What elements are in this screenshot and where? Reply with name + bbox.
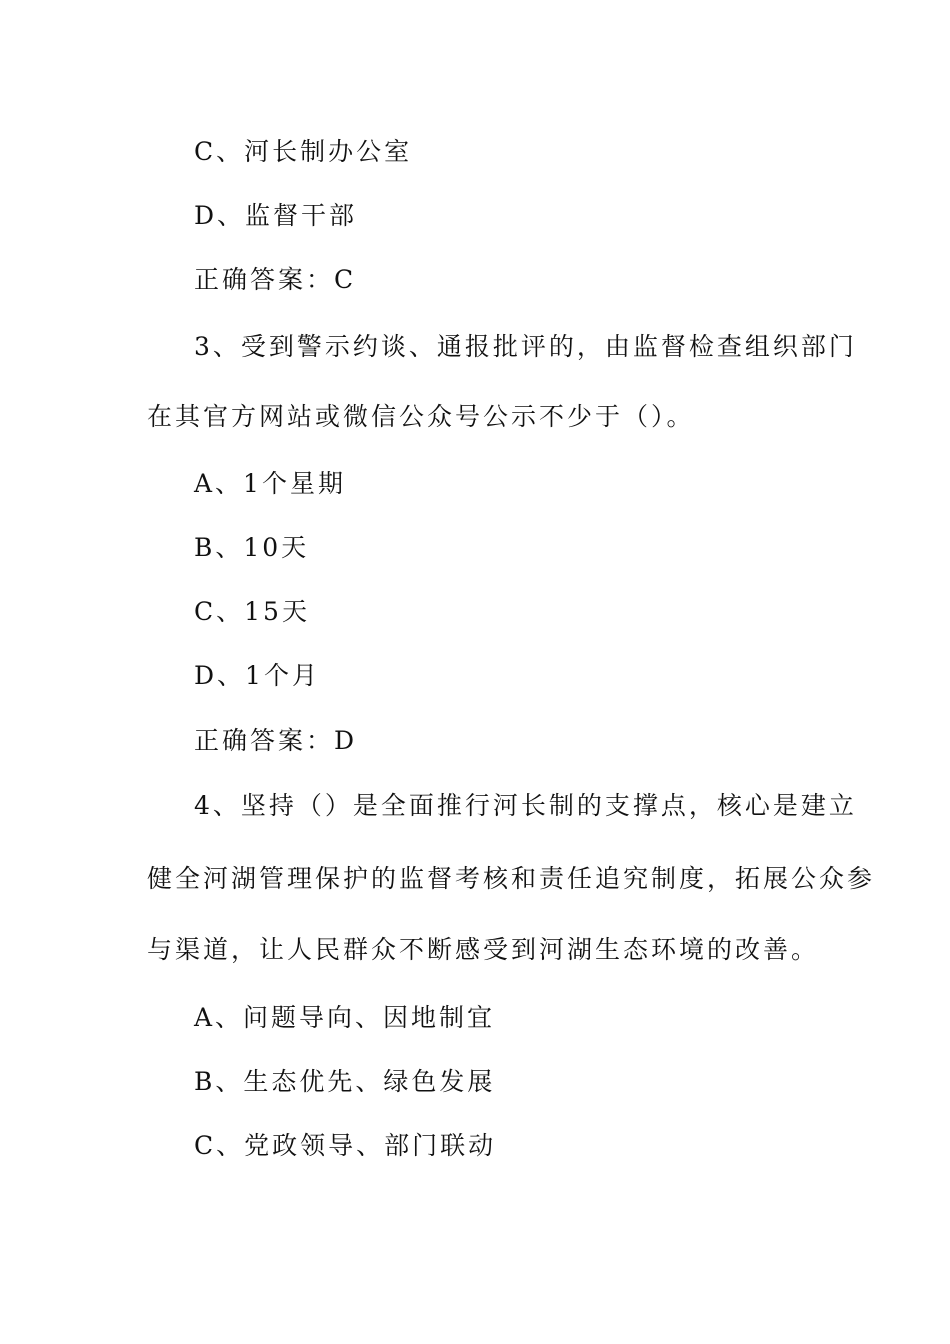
q4-stem-line-1: 4、坚持（）是全面推行河长制的支撑点，核心是建立: [194, 791, 857, 820]
q3-answer: 正确答案：D: [194, 726, 358, 755]
q3-option-c: C、15天: [194, 597, 310, 626]
q4-stem-line-3: 与渠道，让人民群众不断感受到河湖生态环境的改善。: [147, 935, 820, 964]
q3-option-d: D、1个月: [194, 661, 320, 690]
q3-option-a: A、1个星期: [194, 469, 346, 498]
q4-option-c: C、党政领导、部门联动: [194, 1131, 497, 1160]
q2-answer: 正确答案：C: [194, 265, 357, 294]
q3-option-b: B、10天: [194, 533, 310, 562]
q2-option-c: C、河长制办公室: [194, 137, 413, 166]
q4-option-a: A、问题导向、因地制宜: [194, 1003, 496, 1032]
q4-stem-line-2: 健全河湖管理保护的监督考核和责任追究制度，拓展公众参: [147, 864, 876, 893]
q3-stem-line-1: 3、受到警示约谈、通报批评的，由监督检查组织部门: [194, 332, 857, 361]
q2-option-d: D、监督干部: [194, 201, 358, 230]
q3-stem-line-2: 在其官方网站或微信公众号公示不少于（）。: [147, 402, 695, 431]
q4-option-b: B、生态优先、绿色发展: [194, 1067, 496, 1096]
